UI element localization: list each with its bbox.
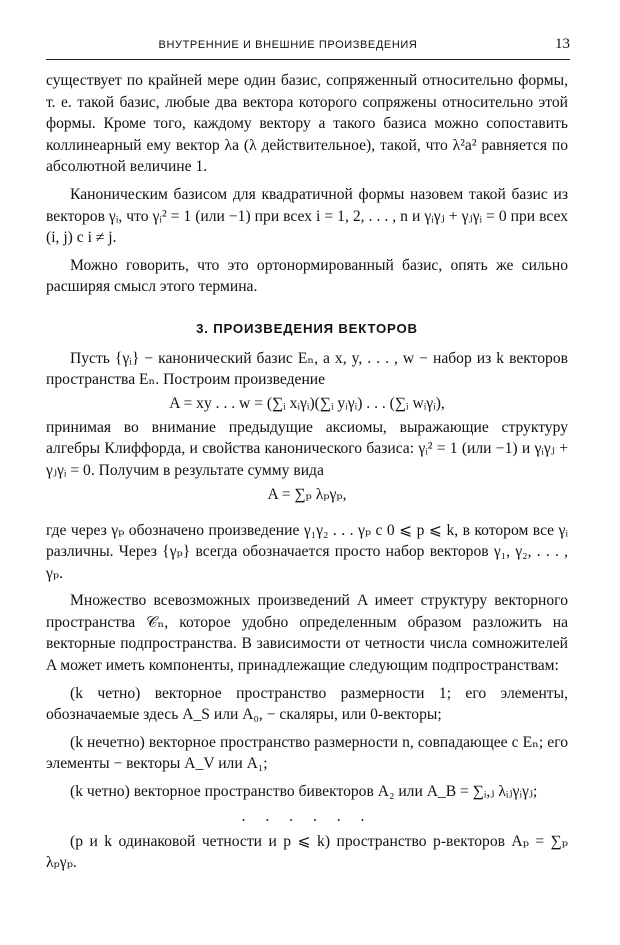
paragraph-axioms: принимая во внимание предыдущие аксиомы, выражающие структуру алгебры Клиффорда, и свойства канонического базиса: γᵢ² = 1 (или −1) и γᵢγⱼ + γⱼγᵢ = 0. Получим в результате сумму вида — [46, 418, 568, 479]
paragraph-p-vectors: (p и k одинаковой четности и p ⩽ k) пространство p-векторов Aₚ = ∑ₚ λₚγₚ. — [46, 832, 568, 872]
paragraph-canonical-basis: Каноническим базисом для квадратичной формы назовем такой базис из векторов γᵢ, что γᵢ² = 1 (или −1) при всех i = 1, 2, . . . , n и γᵢγⱼ + γⱼγᵢ = 0 при всех (i, j) с i ≠ j. — [46, 185, 568, 247]
paragraph-let-basis: Пусть {γᵢ} − канонический базис Eₙ, а x, y, . . . , w − набор из k векторов пространства Eₙ. Построим произведение — [46, 349, 568, 389]
page-number: 13 — [555, 36, 570, 52]
page-body — [46, 70, 568, 874]
paragraph-basis-conjugate: существует по крайней мере один базис, сопряженный относительно формы, т. е. такой базис, любые два вектора которого сопряжены относительно этой формы. Кроме того, каждому вектору a такого базиса можно сопоставить коллинеарный ему вектор λa (λ действительное), такой, что λ²a² равняется по абсолютной величине 1. — [46, 72, 568, 176]
paragraph-vectors: (k нечетно) векторное пространство размерности n, совпадающее с Eₙ; его элементы − векторы A_V или A₁; — [46, 733, 568, 773]
formula-sum: A = ∑ₚ λₚγₚ, — [267, 485, 347, 503]
ellipsis-row: . . . . . . — [241, 807, 373, 825]
formula-product: A = xy . . . w = (∑ᵢ xᵢγᵢ)(∑ᵢ yᵢγᵢ) . . . (∑ᵢ wᵢγᵢ), — [169, 394, 445, 412]
running-title: ВНУТРЕННИЕ И ВНЕШНИЕ ПРОИЗВЕДЕНИЯ — [158, 39, 418, 51]
section-heading: 3. ПРОИЗВЕДЕНИЯ ВЕКТОРОВ — [196, 320, 418, 336]
running-header — [46, 36, 570, 56]
paragraph-gamma-p: где через γₚ обозначено произведение γ₁γ₂ . . . γₚ с 0 ⩽ p ⩽ k, в котором все γᵢ различны. Через {γₚ} всегда обозначается просто набор векторов γ₁, γ₂, . . . , γₚ. — [46, 521, 568, 582]
paragraph-orthonormal: Можно говорить, что это ортонормированный базис, опять же сильно расширяя смысл этого термина. — [46, 256, 568, 296]
paragraph-scalars: (k четно) векторное пространство размерности 1; его элементы, обозначаемые здесь A_S или A₀, − скаляры, или 0-векторы; — [46, 684, 568, 724]
paragraph-bivectors: (k четно) векторное пространство бивекторов A₂ или A_B = ∑ᵢ,ⱼ λᵢⱼγᵢγⱼ; — [70, 783, 538, 801]
header-rule — [46, 59, 570, 60]
paragraph-vector-space: Множество всевозможных произведений A имеет структуру векторного пространства 𝒞ₙ, которое удобно определенным образом разложить на векторные подпространства. В зависимости от четности числа сомножителей A может иметь компоненты, принадлежащие следующим подпространствам: — [46, 592, 568, 675]
